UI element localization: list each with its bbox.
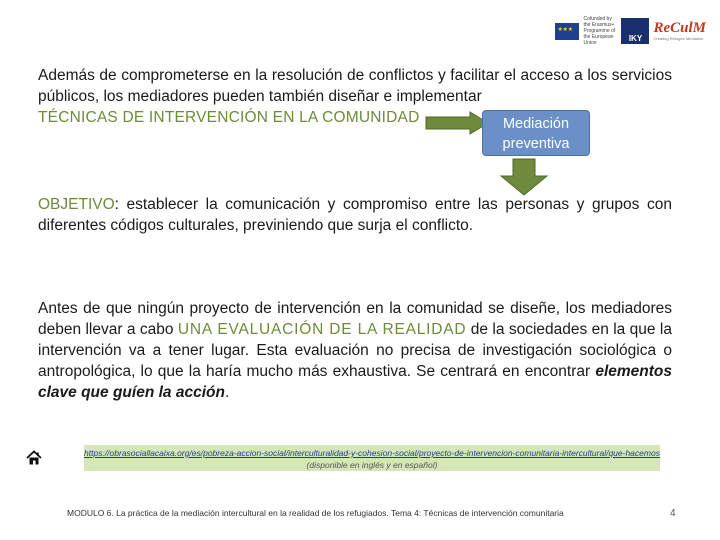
resource-link-box: [84, 445, 660, 471]
objective-text: : establecer la comunicación y compromiso entre las personas y grupos con diferentes códigos culturales, previniendo que surja el conflicto.: [38, 196, 672, 234]
reculm-logo: [653, 21, 706, 41]
brand-name: ReCulM: [653, 20, 706, 36]
arrow-down-icon: [499, 158, 549, 196]
iky-logo: IKY: [621, 18, 649, 44]
evaluation-text-1: Antes de que ningún proyecto de intervención en la comunidad se diseñe, los mediadores deben llevar a cabo: [38, 300, 672, 338]
footer-topic: Tema 4: Técnicas de intervención comunitaria: [388, 508, 564, 518]
footer: [67, 508, 564, 518]
intro-text: Además de comprometerse en la resolución de conflictos y facilitar el acceso a los servicios públicos, los mediadores pueden también diseñar e implementar: [38, 67, 672, 105]
objective-label: OBJETIVO: [38, 196, 115, 213]
page-number: 4: [670, 508, 676, 519]
evaluation-text-3: .: [224, 384, 230, 401]
footer-module: MODULO 6. La práctica de la mediación intercultural en la realidad de los refugiados.: [67, 508, 389, 518]
callout-line-2: preventiva: [502, 136, 570, 152]
home-icon[interactable]: [26, 450, 42, 466]
partner-logos: [555, 16, 706, 46]
resource-link[interactable]: https://obrasociallacaixa.org/es/pobreza-accion-social/interculturalidad-y-cohesion-social/proyecto-de-intervencion-comunitaria-intercultural/que-hacemos: [84, 448, 660, 458]
arrow-right-icon: [424, 111, 490, 135]
eu-flag-icon: [555, 23, 579, 40]
preventive-mediation-box: [482, 110, 590, 156]
evaluation-text-2: de la sociedades en la que la intervención va a tener lugar. Esta evaluación no precisa de investigación sociológica o antropológica, lo que la haría mucho más exhaustiva. Se centrará en encontrar: [38, 321, 672, 380]
objective-paragraph: [38, 194, 672, 236]
evaluation-paragraph: [38, 298, 672, 403]
brand-subtitle: Creating Refugee Mediation: [653, 36, 704, 41]
eu-logo-text: Cofunded by the Erasmus+ Programme of the European Union: [583, 16, 616, 46]
callout-line-1: Mediación: [502, 116, 570, 132]
reality-evaluation-highlight: UNA EVALUACIÓN DE LA REALIDAD: [177, 321, 467, 338]
intervention-techniques-heading: TÉCNICAS DE INTERVENCIÓN EN LA COMUNIDAD: [38, 109, 420, 126]
resource-note: (disponible en inglés y en español): [306, 460, 438, 470]
key-elements-emphasis: elementos clave que guíen la acción: [38, 363, 672, 401]
